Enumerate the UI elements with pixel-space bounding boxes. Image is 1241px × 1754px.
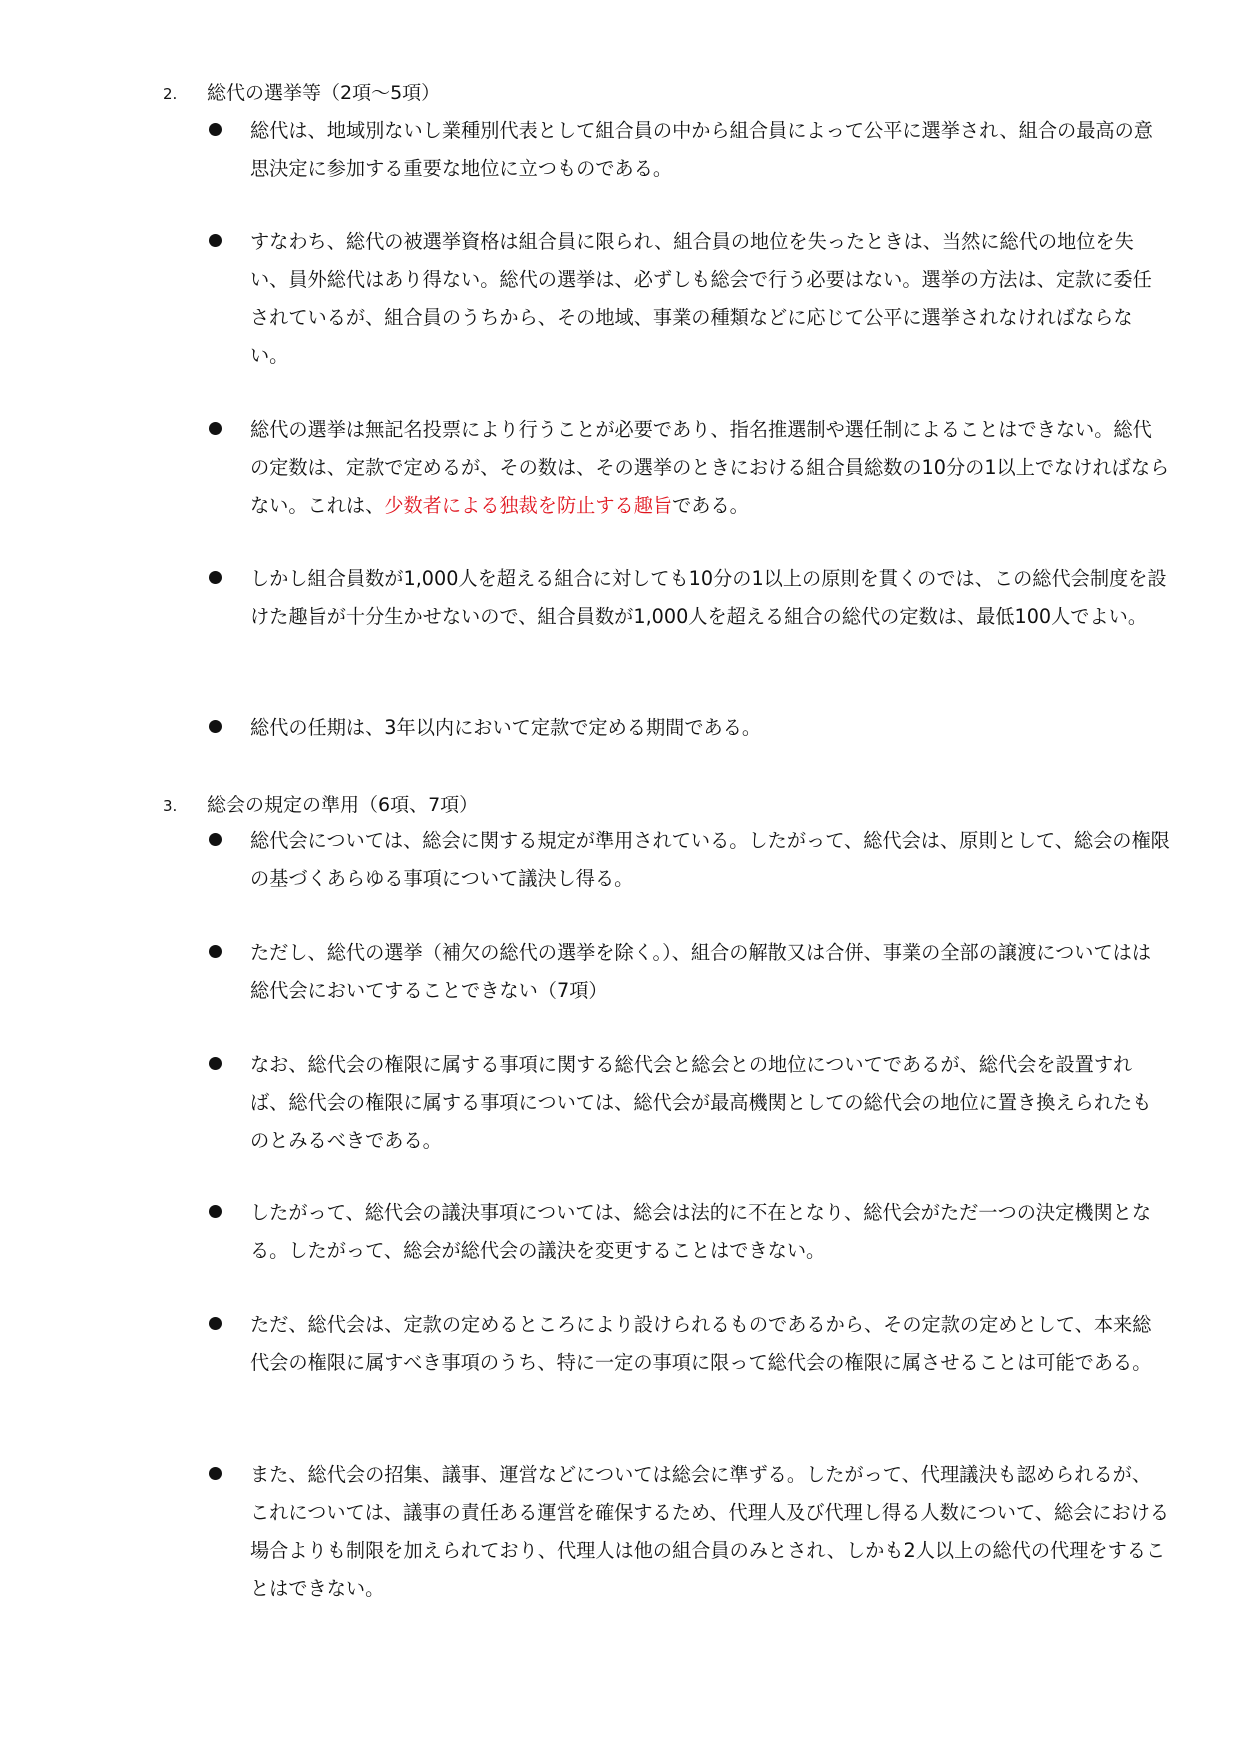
bullet-text <box>250 411 1170 525</box>
section-heading <box>163 790 478 821</box>
bullet-text: 総代会については、総会に関する規定が準用されている。したがって、総代会は、原則として、総会の権限の基づくあらゆる事項について議決し得る。 <box>250 829 1170 890</box>
bullet-dot-icon <box>209 833 222 846</box>
section-heading <box>163 78 440 109</box>
section-number: 3. <box>163 797 178 815</box>
bullet-dot-icon <box>209 720 222 733</box>
section-title: 総会の規定の準用（6項、7項） <box>207 794 479 816</box>
bullet-text: すなわち、総代の被選挙資格は組合員に限られ、組合員の地位を失ったときは、当然に総代の地位を失い、員外総代はあり得ない。総代の選挙は、必ずしも総会で行う必要はない。選挙の方法は、定款に委任されているが、組合員のうちから、その地域、事業の種類などに応じて公平に選挙されなければならない。 <box>250 230 1152 367</box>
bullet-text-part: である。 <box>672 494 749 517</box>
bullet-text: ただし、総代の選挙（補欠の総代の選挙を除く。）、組合の解散又は合併、事業の全部の譲渡についてはは総代会においてすることできない（7項） <box>250 941 1152 1002</box>
section-number: 2. <box>163 85 178 103</box>
bullet-dot-icon <box>209 1467 222 1480</box>
bullet-text: ただ、総代会は、定款の定めるところにより設けられるものであるから、その定款の定めとして、本来総代会の権限に属すべき事項のうち、特に一定の事項に限って総代会の権限に属させることは可能である。 <box>250 1313 1152 1374</box>
bullet-dot-icon <box>209 1317 222 1330</box>
bullet-text: また、総代会の招集、議事、運営などについては総会に準ずる。したがって、代理議決も認められるが、これについては、議事の責任ある運営を確保するため、代理人及び代理し得る人数について、総会における場合よりも制限を加えられており、代理人は他の組合員のみとされ、しかも2人以上の総代の代理をすることはできない。 <box>250 1463 1170 1600</box>
highlighted-phrase: 少数者による独裁を防止する趣旨 <box>384 494 673 517</box>
bullet-dot-icon <box>209 234 222 247</box>
bullet-text: なお、総代会の権限に属する事項に関する総代会と総会との地位についてであるが、総代会を設置すれば、総代会の権限に属する事項については、総代会が最高機関としての総代会の地位に置き換えられたものとみるべきである。 <box>250 1053 1152 1152</box>
bullet-text: 総代の任期は、3年以内において定款で定める期間である。 <box>250 716 762 739</box>
bullet-dot-icon <box>209 422 222 435</box>
bullet-text: しかし組合員数が1,000人を超える組合に対しても10分の1以上の原則を貫くのでは、この総代会制度を設けた趣旨が十分生かせないので、組合員数が1,000人を超える組合の総代の定数は、最低100人でよい。 <box>250 567 1167 628</box>
bullet-dot-icon <box>209 571 222 584</box>
bullet-text: したがって、総代会の議決事項については、総会は法的に不在となり、総代会がただ一つの決定機関となる。したがって、総会が総代会の議決を変更することはできない。 <box>250 1201 1152 1262</box>
bullet-text-part: 総代の選挙は無記名投票により行うことが必要であり、指名推選制や選任制によることはできない。総代の定数は、定款で定めるが、その数は、その選挙のときにおける組合員総数の10分の1以上でなければならない。これは、 <box>250 418 1170 517</box>
bullet-text: 総代は、地域別ないし業種別代表として組合員の中から組合員によって公平に選挙され、組合の最高の意思決定に参加する重要な地位に立つものである。 <box>250 119 1153 180</box>
bullet-dot-icon <box>209 1205 222 1218</box>
bullet-dot-icon <box>209 123 222 136</box>
bullet-dot-icon <box>209 945 222 958</box>
section-title: 総代の選挙等（2項～5項） <box>207 82 441 104</box>
bullet-dot-icon <box>209 1057 222 1070</box>
